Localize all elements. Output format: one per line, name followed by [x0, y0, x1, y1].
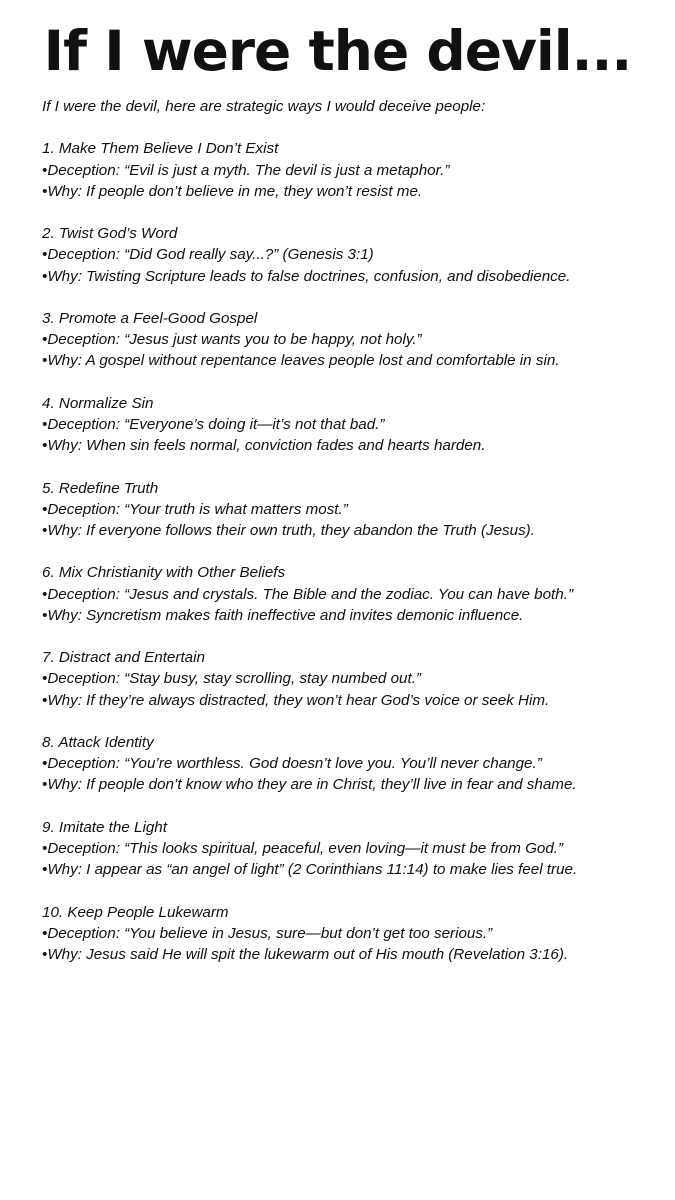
item-why: •Why: Twisting Scripture leads to false doctrines, confusion, and disobedience.: [42, 267, 571, 285]
list-item: [42, 138, 645, 202]
item-heading: 1. Make Them Believe I Don’t Exist: [42, 140, 279, 158]
item-heading: 8. Attack Identity: [42, 733, 154, 751]
item-heading: 6. Mix Christianity with Other Beliefs: [42, 564, 286, 582]
item-deception: •Deception: “Jesus just wants you to be happy, not holy.”: [42, 331, 422, 349]
item-deception: •Deception: “Jesus and crystals. The Bible and the zodiac. You can have both.”: [42, 585, 574, 603]
list-item: [42, 647, 645, 711]
page-title: If I were the devil...: [43, 19, 632, 83]
intro-text: If I were the devil, here are strategic ways I would deceive people:: [42, 98, 486, 115]
item-deception: •Deception: “Everyone’s doing it—it’s not that bad.”: [42, 415, 385, 433]
item-deception: •Deception: “You believe in Jesus, sure—but don’t get too serious.”: [42, 924, 493, 942]
list-item: [42, 393, 645, 457]
item-heading: 7. Distract and Entertain: [42, 649, 205, 667]
item-why: •Why: Jesus said He will spit the lukewarm out of His mouth (Revelation 3:16).: [42, 945, 569, 963]
item-heading: 9. Imitate the Light: [42, 818, 167, 836]
item-why: •Why: If they’re always distracted, they won’t hear God’s voice or seek Him.: [42, 691, 550, 709]
item-deception: •Deception: “You’re worthless. God doesn’t love you. You’ll never change.”: [42, 755, 542, 773]
list-item: [42, 223, 645, 287]
item-deception: •Deception: “Evil is just a myth. The devil is just a metaphor.”: [42, 161, 450, 179]
item-deception: •Deception: “Did God really say...?” (Genesis 3:1): [42, 246, 374, 264]
item-heading: 5. Redefine Truth: [42, 479, 159, 497]
item-deception: •Deception: “Your truth is what matters most.”: [42, 500, 348, 518]
item-why: •Why: If people don’t know who they are in Christ, they’ll live in fear and shame.: [42, 776, 577, 794]
item-why: •Why: I appear as “an angel of light” (2 Corinthians 11:14) to make lies feel true.: [42, 861, 578, 879]
list-item: [42, 817, 645, 881]
list-item: [42, 902, 645, 966]
list-item: [42, 308, 645, 372]
item-why: •Why: A gospel without repentance leaves people lost and comfortable in sin.: [42, 352, 560, 370]
list-item: [42, 562, 645, 626]
list-item: [42, 732, 645, 796]
list-item: [42, 478, 645, 542]
item-why: •Why: If people don’t believe in me, they won’t resist me.: [42, 182, 423, 200]
item-heading: 10. Keep People Lukewarm: [42, 903, 229, 921]
item-deception: •Deception: “This looks spiritual, peaceful, even loving—it must be from God.”: [42, 839, 564, 857]
item-why: •Why: When sin feels normal, conviction fades and hearts harden.: [42, 437, 486, 455]
item-heading: 4. Normalize Sin: [42, 394, 154, 412]
item-heading: 2. Twist God’s Word: [42, 225, 178, 243]
item-heading: 3. Promote a Feel-Good Gospel: [42, 309, 258, 327]
document-body: [42, 96, 645, 965]
item-why: •Why: If everyone follows their own truth, they abandon the Truth (Jesus).: [42, 521, 535, 539]
item-deception: •Deception: “Stay busy, stay scrolling, stay numbed out.”: [42, 670, 421, 688]
item-why: •Why: Syncretism makes faith ineffective and invites demonic influence.: [42, 606, 524, 624]
